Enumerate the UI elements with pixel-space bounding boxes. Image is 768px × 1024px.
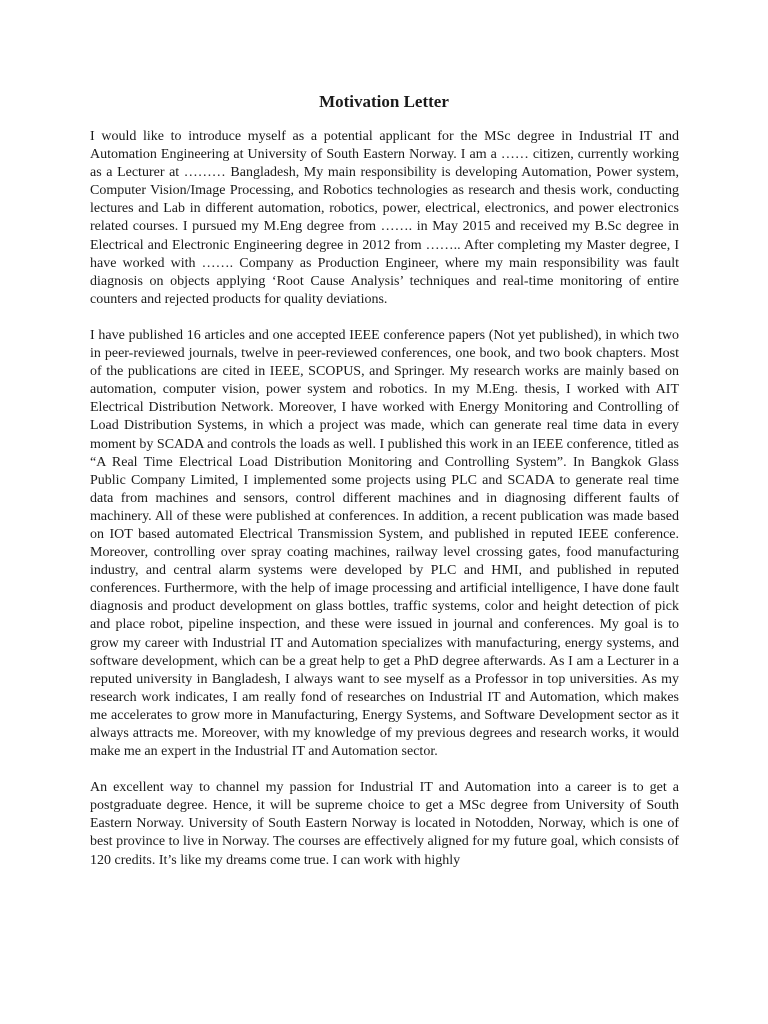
paragraph-introduction: I would like to introduce myself as a potential applicant for the MSc degree in Industrial IT and Automation Engineering at University of South Eastern Norway. I am a …… citizen, currently working as a Lecturer at ……… Bangladesh, My main responsibility is developing Automation, Power system, Computer Vision/Image Processing, and Robotics technologies as research and thesis work, conducting lectures and Lab in different automation, robotics, power, electrical, electronics, and power electronics related courses. I pursued my M.Eng degree from ……. in May 2015 and received my B.Sc degree in Electrical and Electronic Engineering degree in 2012 from …….. After completing my Master degree, I have worked with ……. Company as Production Engineer, where my main responsibility was fault diagnosis on objects applying ‘Root Cause Analysis’ techniques and real-time monitoring of entire counters and rejected products for quality deviations.: [90, 129, 679, 307]
letter-body: [90, 128, 679, 870]
paragraph-program-choice: An excellent way to channel my passion for Industrial IT and Automation into a career is to get a postgraduate degree. Hence, it will be supreme choice to get a MSc degree from University of South Eastern Norway. University of South Eastern Norway is located in Notodden, Norway, which is one of best province to live in Norway. The courses are effectively aligned for my future goal, which consists of 120 credits. It’s like my dreams come true. I can work with highly: [90, 780, 679, 868]
page-title: Motivation Letter: [319, 92, 449, 111]
paragraph-publications: I have published 16 articles and one accepted IEEE conference papers (Not yet published), in which two in peer-reviewed journals, twelve in peer-reviewed conferences, one book, and two book chapters. Most of the publications are cited in IEEE, SCOPUS, and Springer. My research works are mainly based on automation, computer vision, power system and robotics. In my M.Eng. thesis, I worked with AIT Electrical Distribution Network. Moreover, I have worked with Energy Monitoring and Controlling of Load Distribution Systems, in which a project was made, which can generate real time data in every moment by SCADA and controls the loads as well. I published this work in an IEEE conference, titled as “A Real Time Electrical Load Distribution Monitoring and Controlling System”. In Bangkok Glass Public Company Limited, I implemented some projects using PLC and SCADA to generate real time data from machines and sensors, control different machines and in diagnosing different faults of machinery. All of these were published at conferences. In addition, a recent publication was made based on IOT based automated Electrical Transmission System, and published in reputed IEEE conference. Moreover, controlling over spray coating machines, railway level crossing gates, food manufacturing industry, and central alarm systems were developed by PLC and HMI, and published in reputed conferences. Furthermore, with the help of image processing and artificial intelligence, I have done fault diagnosis and product development on glass bottles, traffic systems, color and height detection of pick and place robot, pipeline inspection, and these were issued in journal and conferences. My goal is to grow my career with Industrial IT and Automation specializes with manufacturing, energy systems, and software development, which can be a great help to get a PhD degree afterwards. As I am a Lecturer in a reputed university in Bangladesh, I always want to see myself as a Professor in top universities. As my research work indicates, I am really fond of researches on Industrial IT and Automation, which makes me accelerates to grow more in Manufacturing, Energy Systems, and Software Development sector as it always attracts me. Moreover, with my knowledge of my previous degrees and research works, it would make me an expert in the Industrial IT and Automation sector.: [90, 327, 679, 760]
